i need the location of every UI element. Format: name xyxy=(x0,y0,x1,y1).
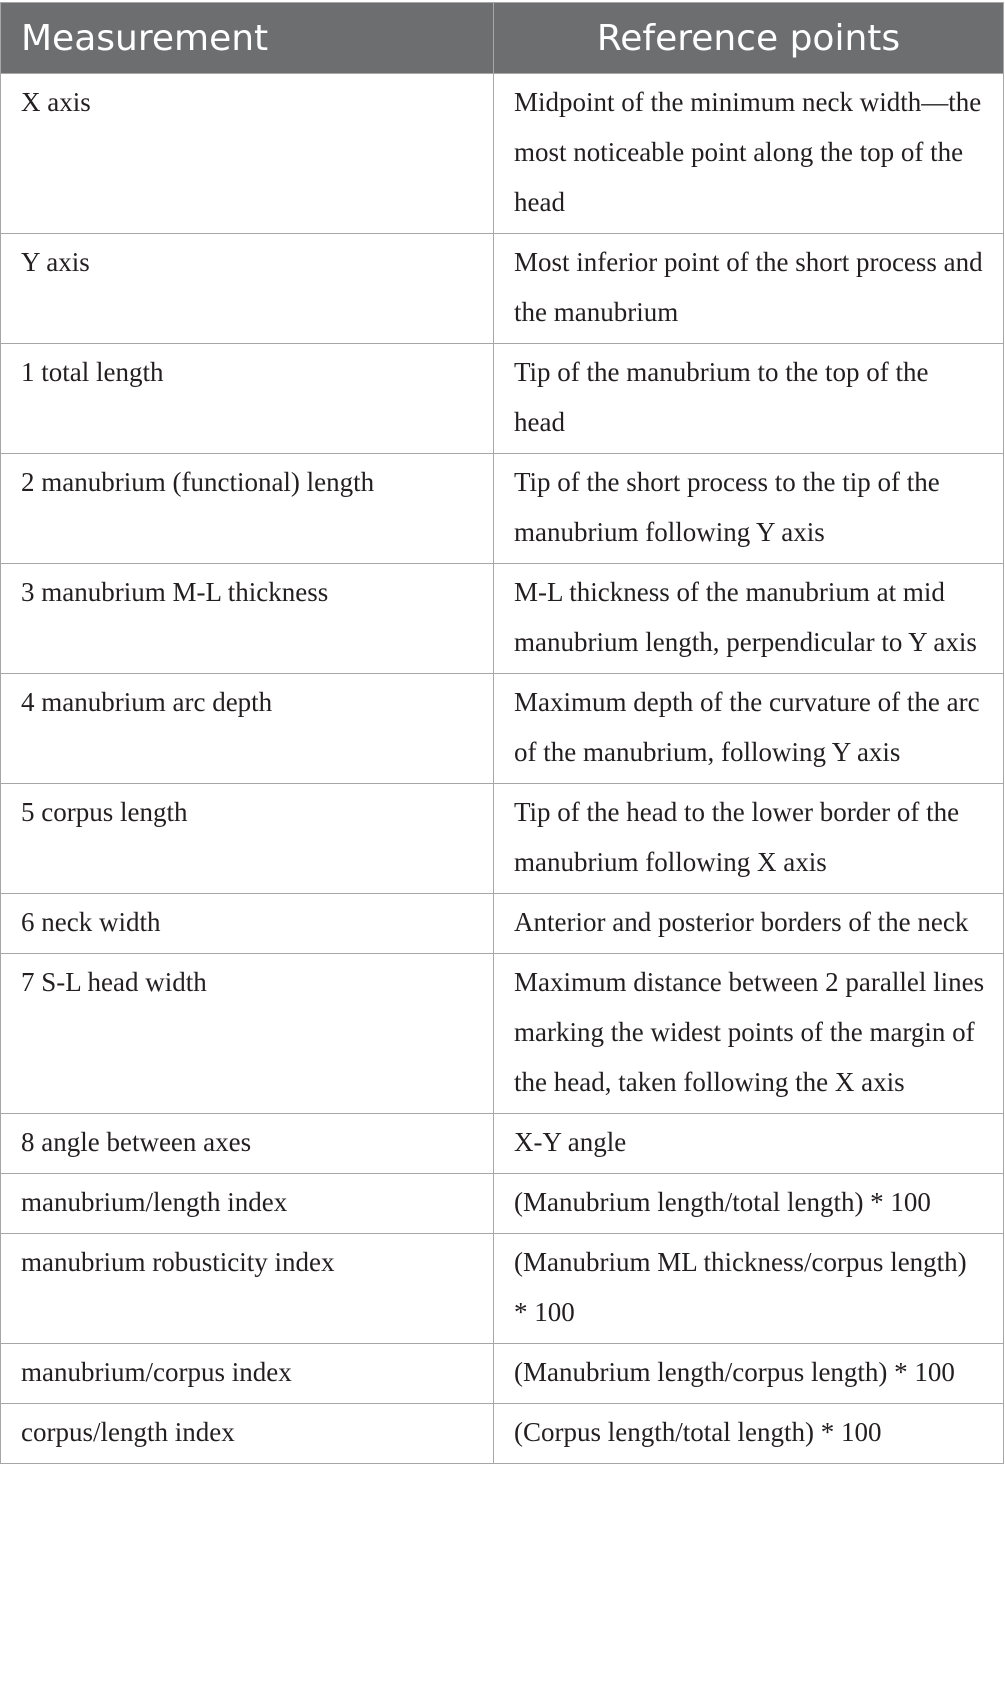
reference-cell: Midpoint of the minimum neck width—the most noticeable point along the top of the head xyxy=(494,74,1004,234)
header-reference-points: Reference points xyxy=(494,3,1004,74)
header-measurement: Measurement xyxy=(1,3,494,74)
table-row xyxy=(1,454,1004,564)
table-header xyxy=(1,3,1004,74)
measurement-cell: manubrium/corpus index xyxy=(1,1344,494,1404)
measurement-cell: 4 manubrium arc depth xyxy=(1,674,494,784)
reference-cell: Tip of the manubrium to the top of the head xyxy=(494,344,1004,454)
table-row xyxy=(1,344,1004,454)
reference-cell: (Manubrium length/total length) * 100 xyxy=(494,1174,1004,1234)
measurement-cell: 5 corpus length xyxy=(1,784,494,894)
table-body xyxy=(1,74,1004,1464)
measurement-cell: manubrium robusticity index xyxy=(1,1234,494,1344)
measurement-cell: 3 manubrium M-L thickness xyxy=(1,564,494,674)
measurement-cell: 1 total length xyxy=(1,344,494,454)
table-row xyxy=(1,564,1004,674)
table-row xyxy=(1,894,1004,954)
reference-cell: X-Y angle xyxy=(494,1114,1004,1174)
reference-cell: Anterior and posterior borders of the neck xyxy=(494,894,1004,954)
measurement-cell: 7 S-L head width xyxy=(1,954,494,1114)
reference-cell: Tip of the short process to the tip of the manubrium following Y axis xyxy=(494,454,1004,564)
reference-cell: Maximum distance between 2 parallel lines marking the widest points of the margin of the head, taken following the X axis xyxy=(494,954,1004,1114)
measurement-cell: Y axis xyxy=(1,234,494,344)
table-row xyxy=(1,1234,1004,1344)
table-row xyxy=(1,1114,1004,1174)
measurement-cell: manubrium/length index xyxy=(1,1174,494,1234)
measurement-cell: 6 neck width xyxy=(1,894,494,954)
table-row xyxy=(1,74,1004,234)
table-row xyxy=(1,954,1004,1114)
reference-cell: Maximum depth of the curvature of the arc of the manubrium, following Y axis xyxy=(494,674,1004,784)
reference-cell: M-L thickness of the manubrium at mid manubrium length, perpendicular to Y axis xyxy=(494,564,1004,674)
measurement-table-container xyxy=(0,2,1003,1464)
measurement-cell: 8 angle between axes xyxy=(1,1114,494,1174)
reference-cell: (Manubrium ML thickness/corpus length) * 100 xyxy=(494,1234,1004,1344)
table-row xyxy=(1,784,1004,894)
table-row xyxy=(1,674,1004,784)
header-row xyxy=(1,3,1004,74)
reference-cell: Tip of the head to the lower border of the manubrium following X axis xyxy=(494,784,1004,894)
measurement-cell: 2 manubrium (functional) length xyxy=(1,454,494,564)
table-row xyxy=(1,1404,1004,1464)
measurement-table xyxy=(0,2,1004,1464)
table-row xyxy=(1,1174,1004,1234)
table-row xyxy=(1,234,1004,344)
measurement-cell: X axis xyxy=(1,74,494,234)
reference-cell: (Manubrium length/corpus length) * 100 xyxy=(494,1344,1004,1404)
reference-cell: (Corpus length/total length) * 100 xyxy=(494,1404,1004,1464)
measurement-cell: corpus/length index xyxy=(1,1404,494,1464)
reference-cell: Most inferior point of the short process and the manubrium xyxy=(494,234,1004,344)
table-row xyxy=(1,1344,1004,1404)
